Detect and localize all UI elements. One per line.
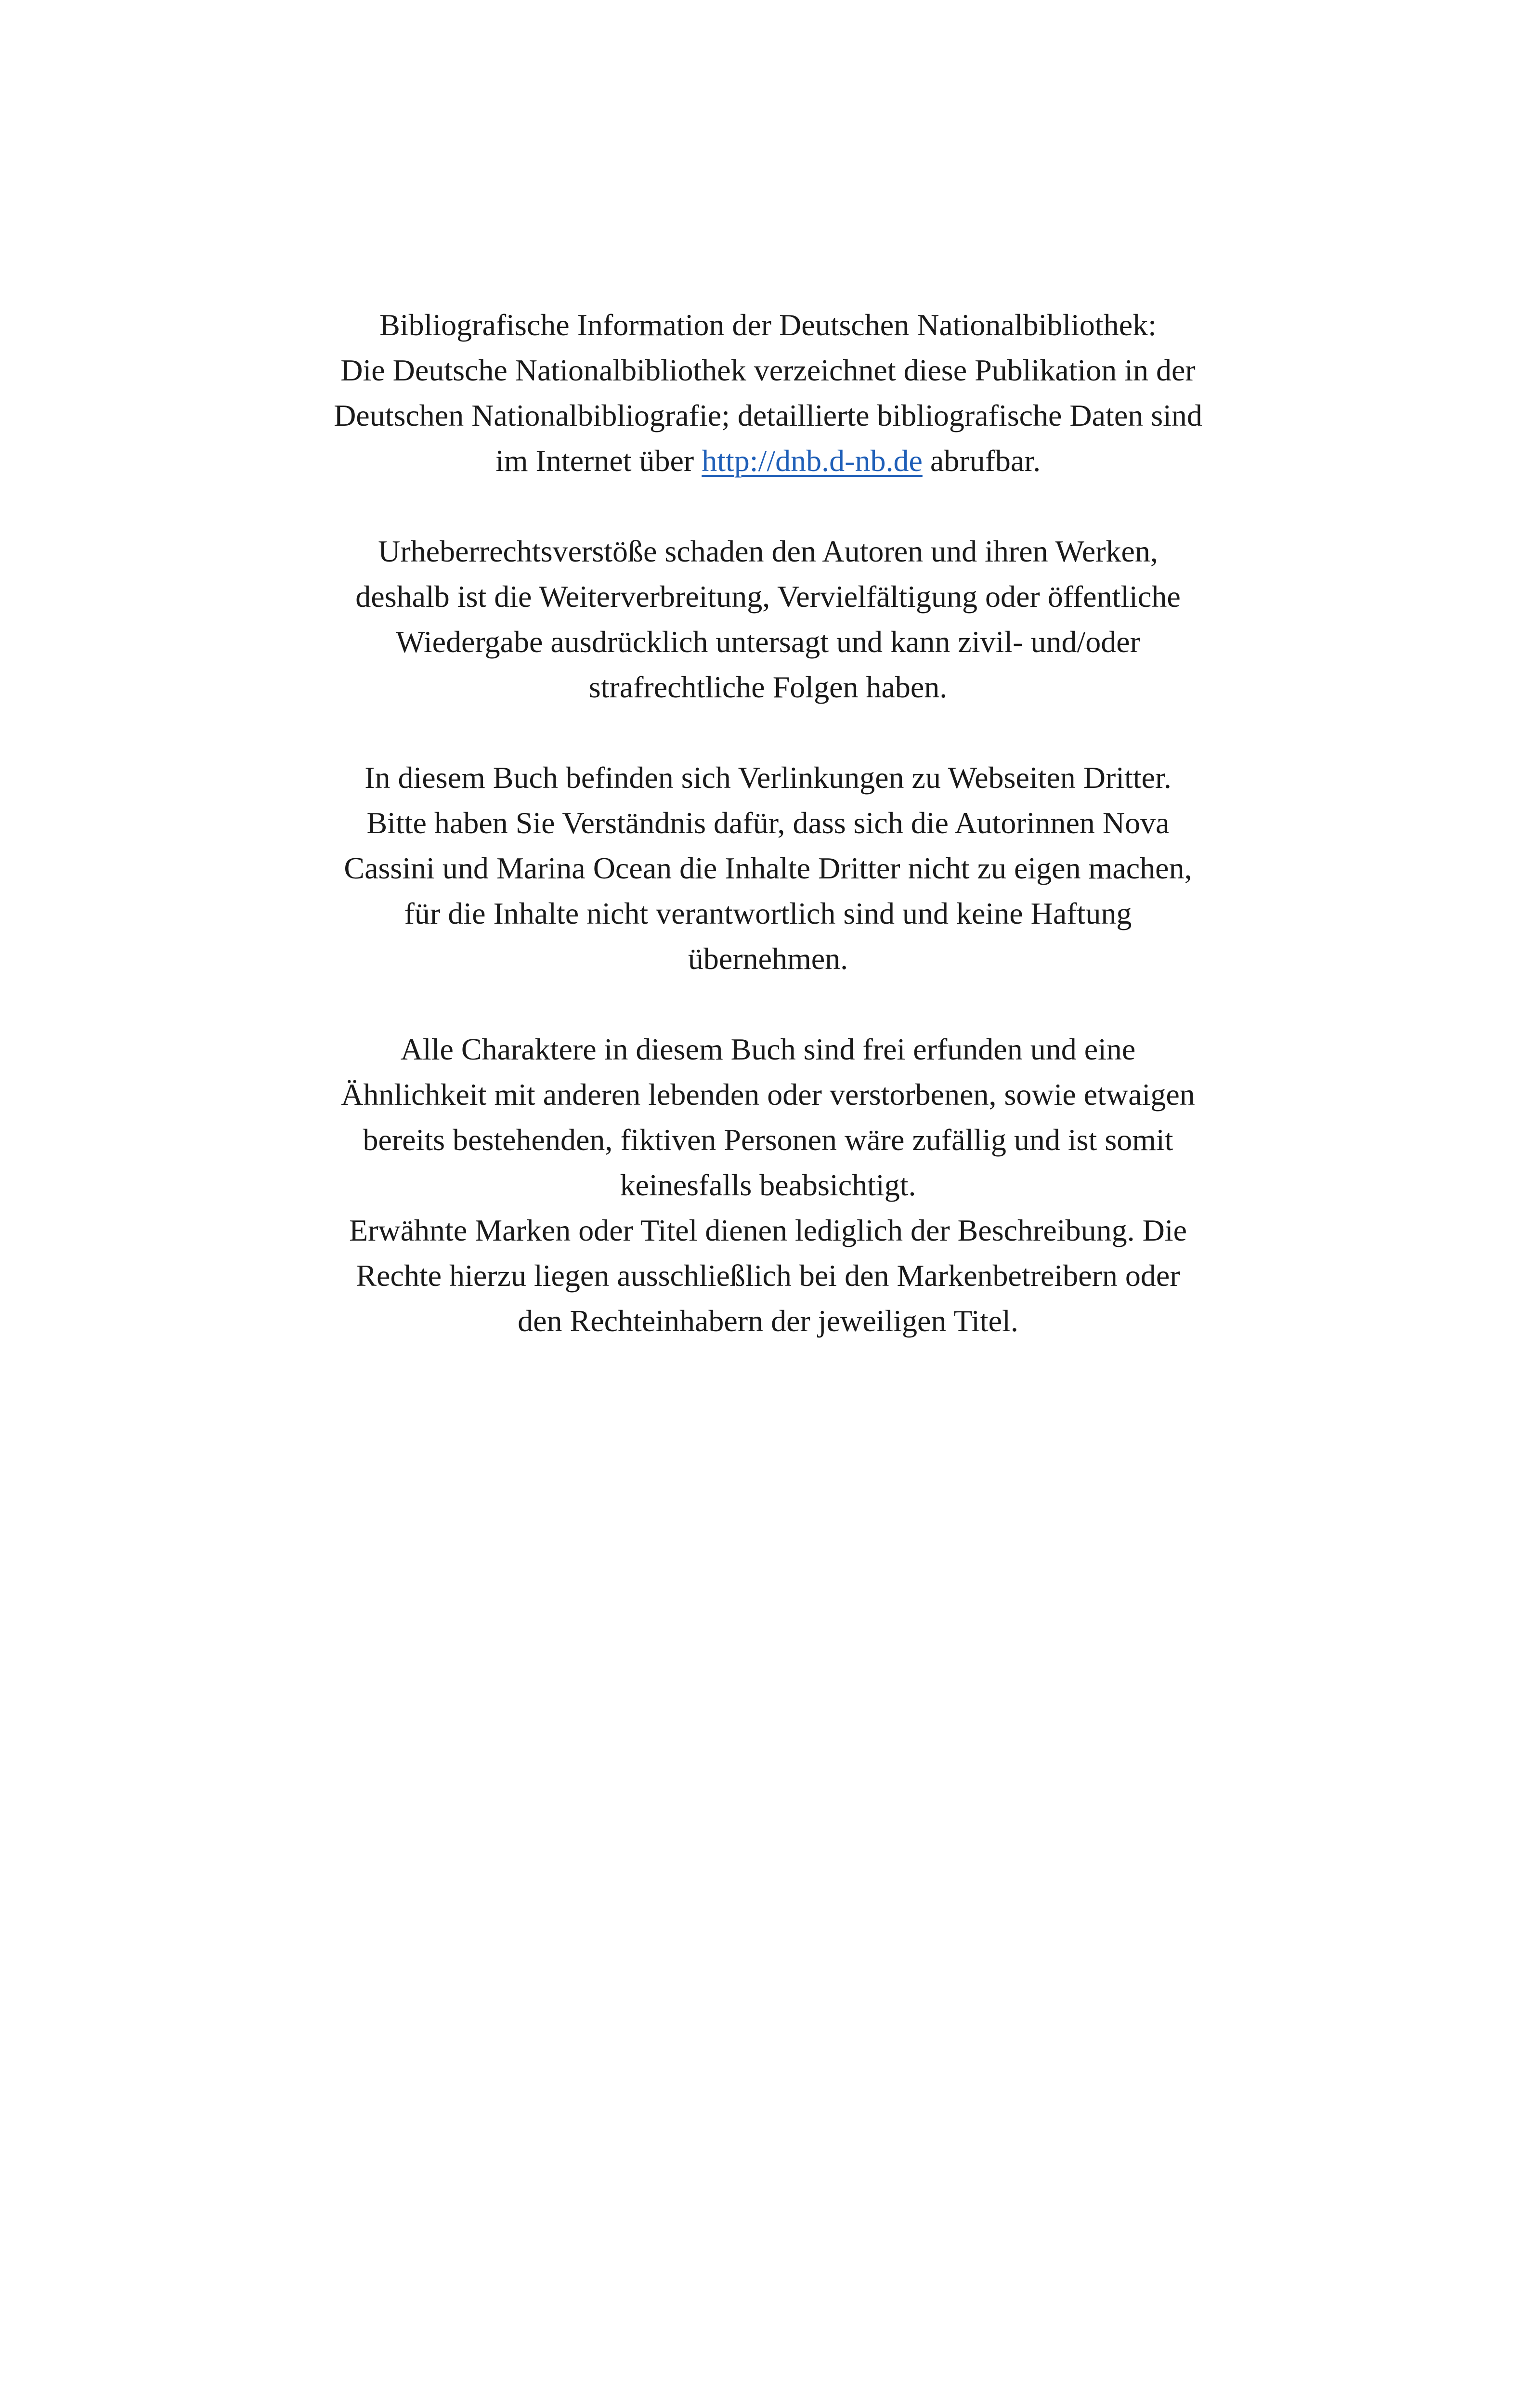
bibliographic-line-3: Deutschen Nationalbibliografie; detaillierte bibliografische Daten sind (334, 398, 1202, 432)
bibliographic-line-4-prefix: im Internet über (495, 444, 694, 478)
bibliographic-line-2: Die Deutsche Nationalbibliothek verzeichnet diese Publikation in der (340, 353, 1196, 387)
fiction-line-1: Alle Charaktere in diesem Buch sind frei erfunden und eine (400, 1032, 1136, 1066)
bibliographic-line-4 (238, 438, 1298, 484)
third-party-line-3: Cassini und Marina Ocean die Inhalte Dritter nicht zu eigen machen, (344, 851, 1192, 885)
third-party-links-notice (238, 755, 1298, 982)
copyright-line-3: Wiedergabe ausdrücklich untersagt und kann zivil- und/oder (396, 625, 1140, 659)
copyright-line-4: strafrechtliche Folgen haben. (588, 670, 948, 704)
fiction-line-2: Ähnlichkeit mit anderen lebenden oder verstorbenen, sowie etwaigen (341, 1077, 1195, 1112)
third-party-line-1: In diesem Buch befinden sich Verlinkungen zu Webseiten Dritter. (364, 760, 1172, 795)
fiction-line-4: keinesfalls beabsichtigt. (620, 1168, 916, 1202)
fiction-line-3: bereits bestehenden, fiktiven Personen wäre zufällig und ist somit (363, 1123, 1173, 1157)
imprint-block (238, 302, 1298, 1344)
trademark-line-3: den Rechteinhabern der jeweiligen Titel. (518, 1304, 1018, 1338)
third-party-line-4: für die Inhalte nicht verantwortlich sind und keine Haftung (404, 896, 1132, 930)
third-party-line-5: übernehmen. (688, 942, 848, 976)
trademark-line-1: Erwähnte Marken oder Titel dienen lediglich der Beschreibung. Die (349, 1213, 1187, 1247)
copyright-line-2: deshalb ist die Weiterverbreitung, Vervielfältigung oder öffentliche (355, 579, 1181, 614)
bibliographic-information (238, 302, 1298, 484)
copyright-notice (238, 529, 1298, 710)
dnb-link[interactable]: http://dnb.d-nb.de (702, 444, 923, 478)
bibliographic-line-4-suffix: abrufbar. (930, 444, 1041, 478)
third-party-line-2: Bitte haben Sie Verständnis dafür, dass sich die Autorinnen Nova (366, 806, 1170, 840)
trademark-line-2: Rechte hierzu liegen ausschließlich bei den Markenbetreibern oder (356, 1258, 1180, 1293)
copyright-line-1: Urheberrechtsverstöße schaden den Autoren und ihren Werken, (378, 534, 1158, 568)
bibliographic-line-1: Bibliografische Information der Deutschen Nationalbibliothek: (379, 308, 1157, 342)
fiction-disclaimer (238, 1027, 1298, 1344)
